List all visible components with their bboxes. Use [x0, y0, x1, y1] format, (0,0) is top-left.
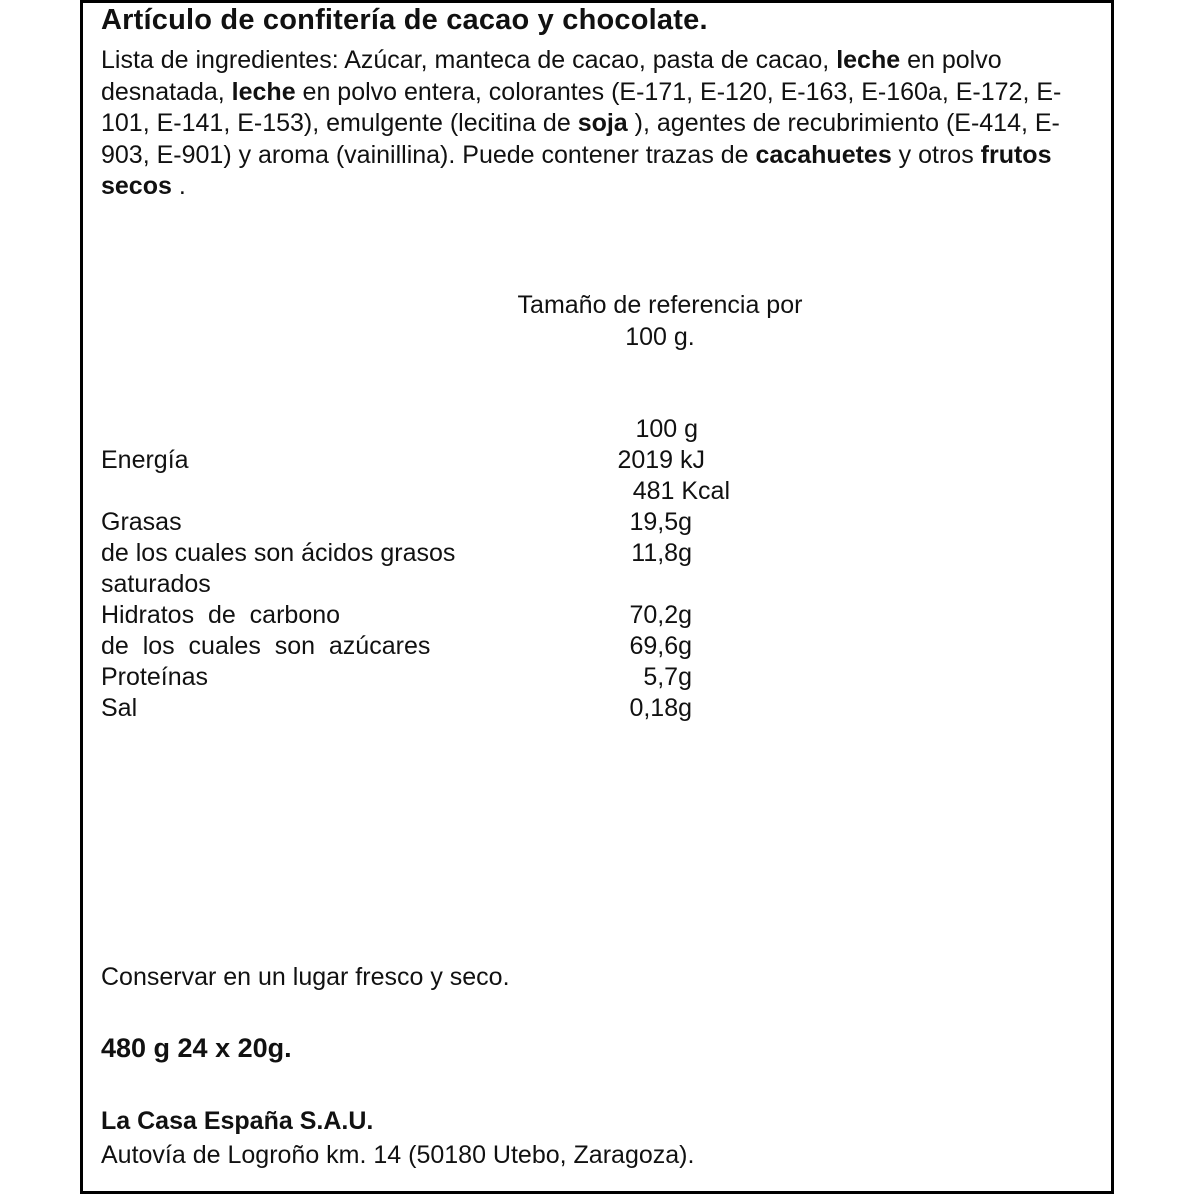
- storage-instructions: Conservar en un lugar fresco y seco.: [101, 963, 510, 991]
- allergen-leche: leche: [836, 46, 901, 74]
- nutrient-value: 69,6g: [629, 632, 692, 660]
- nutrient-label: Grasas: [101, 508, 182, 536]
- reference-line-2: 100 g.: [625, 322, 695, 351]
- allergen-leche: leche: [231, 77, 296, 106]
- nutrient-value: 5,7g: [643, 663, 692, 691]
- energy-kj-value: 2019 kJ: [617, 446, 705, 474]
- ingredients-text: .: [171, 172, 186, 200]
- ingredients-text: en polvo desnatada,: [101, 46, 1002, 106]
- ingredients-text: y otros: [891, 140, 981, 169]
- nutrient-value: 0,18g: [629, 694, 692, 722]
- nutrition-header-value: 100 g: [635, 415, 698, 443]
- reference-size: [460, 290, 860, 353]
- ingredients-text: ), agentes de recubrimiento (E-414, E-903, E-901) y aroma (vainillina). Puede contener trazas de: [101, 109, 1060, 169]
- reference-line-1: Tamaño de referencia por: [517, 291, 803, 319]
- nutrient-label: Hidratos de carbono: [101, 601, 341, 629]
- energy-label: Energía: [101, 446, 189, 474]
- allergen-soja: soja: [577, 109, 628, 137]
- allergen-cacahuetes: cacahuetes: [755, 140, 892, 169]
- ingredients-list: [101, 45, 1101, 203]
- nutrient-value: 19,5g: [629, 508, 692, 536]
- nutrient-label: Proteínas: [101, 663, 209, 691]
- company-name: La Casa España S.A.U.: [101, 1107, 374, 1135]
- nutrient-label: de los cuales son ácidos grasos: [101, 539, 456, 567]
- net-weight: 480 g 24 x 20g.: [101, 1033, 292, 1063]
- nutrient-value: 70,2g: [629, 601, 692, 629]
- company-address: Autovía de Logroño km. 14 (50180 Utebo, Zaragoza).: [101, 1141, 695, 1169]
- product-title: Artículo de confitería de cacao y chocolate.: [101, 4, 708, 36]
- ingredients-text: Lista de ingredientes: Azúcar, manteca de cacao, pasta de cacao,: [101, 46, 837, 74]
- nutrient-label: de los cuales son azúcares: [101, 632, 431, 660]
- nutrient-label-cont: saturados: [101, 570, 211, 598]
- nutrient-value: 11,8g: [631, 539, 692, 567]
- allergen-frutos-secos: frutos secos: [101, 140, 1052, 200]
- ingredients-text: en polvo entera, colorantes (E-171, E-120, E-163, E-160a, E-172, E-101, E-141, E-153), emulgente (lecitina de: [101, 77, 1062, 137]
- nutrient-label: Sal: [101, 694, 138, 722]
- energy-kcal-value: 481 Kcal: [632, 477, 730, 505]
